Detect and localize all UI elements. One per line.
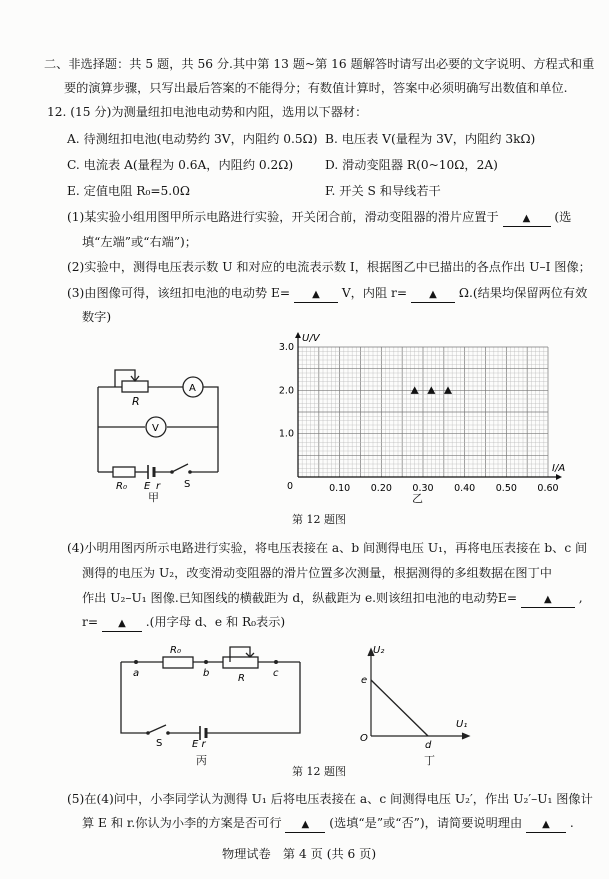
part4-lead: 作出 U₂–U₁ 图像.已知图线的横截距为 d，纵截距为 e.则该纽扣电池的电动势E= [82,591,518,605]
page-footer: 物理试卷 第 4 页 (共 6 页) [222,847,377,861]
label-E: E [144,481,151,492]
origin-label: 0 [286,481,294,492]
x-tick-label: 0.20 [370,483,392,494]
label-R0: R₀ [170,645,181,656]
figure-label-ding: 丁 [424,754,435,767]
x-tick-label: 0.50 [495,483,517,494]
label-R: R [238,673,245,684]
x-tick-label: 0.30 [412,483,434,494]
part4-line-4 [82,614,285,632]
part5-line-1: (5)在(4)问中，小李同学认为测得 U₁ 后将电压表接在 a、c 间测得电压 U₂′，作出 U₂′–U₁ 图像计 [67,792,593,806]
label-a: a [133,668,140,679]
figure-caption-2: 第 12 题图 [292,765,346,778]
part4-comma: , [578,591,583,605]
figure-label-jia: 甲 [148,491,159,504]
part4-line-2: 测得的电压为 U₂，改变滑动变阻器的滑片位置多次测量，根据测得的多组数据在图丁中 [82,566,552,580]
section-line-1: 二、非选择题：共 5 题，共 56 分.其中第 13 题~第 16 题解答时请写出必要的文字说明、方程式和重 [44,57,595,71]
x-axis-arrow [556,474,562,480]
u2-u1-chart [348,643,488,753]
label-c: c [273,668,279,679]
part2-text: (2)实验中，测得电压表示数 U 和对应的电流表示数 I，根据图乙中已描出的各点作出 U–I 图像； [67,260,591,274]
item-a: A. 待测纽扣电池(电动势约 3V，内阻约 0.5Ω) [67,132,318,146]
part1-text [67,209,571,227]
part3-text-2: 数字) [82,310,112,324]
label-V: V [152,423,159,434]
label-A: A [189,383,196,394]
answer-blank[interactable]: ▲ [521,593,575,608]
answer-blank[interactable]: ▲ [102,617,142,632]
axis-label-u2: U₂ [373,645,385,656]
circuit-bing [118,645,318,755]
label-r: r [156,481,161,492]
origin-O: O [360,733,368,744]
part1-lead: (1)某实验小组用图甲所示电路进行实验，开关闭合前，滑动变阻器的滑片应置于 [67,210,499,224]
part5-line-2 [82,815,574,833]
item-c: C. 电流表 A(量程为 0.6A，内阻约 0.2Ω) [67,158,294,172]
figure-label-yi: 乙 [412,492,423,505]
intercept-d: d [425,740,432,751]
item-e: E. 定值电阻 R₀=5.0Ω [67,184,191,198]
y-tick-label: 2.0 [278,385,294,397]
figure-caption-1: 第 12 题图 [292,513,346,526]
section-line-2: 要的演算步骤，只写出最后答案的不能得分；有数值计算时，答案中必须明确写出数值和单位. [64,81,568,95]
answer-blank[interactable]: ▲ [285,818,325,833]
part4-line-1: (4)小明用图丙所示电路进行实验，将电压表接在 a、b 间测得电压 U₁，再将电压表接在 b、c 间 [67,541,588,555]
answer-blank[interactable]: ▲ [411,288,455,303]
part4-r: r= [82,615,99,629]
part3-text [67,285,587,303]
part5-end: . [569,816,574,830]
x-tick-label: 0.10 [329,483,351,494]
y-axis-label: U/V [302,333,320,344]
part1-tail: (选 [554,210,572,224]
rheostat-symbol [223,657,258,668]
label-R: R [132,395,140,408]
item-d: D. 滑动变阻器 R(0~10Ω，2A) [325,158,498,172]
y-tick-label: 1.0 [278,428,294,440]
y-axis-arrow [295,332,301,338]
answer-blank[interactable]: ▲ [526,818,566,833]
ui-chart [268,322,568,502]
part5-lead: 算 E 和 r.你认为小李的方案是否可行 [82,816,282,830]
item-b: B. 电压表 V(量程为 3V，内阻约 3kΩ) [325,132,536,146]
part3-lead: (3)由图像可得，该纽扣电池的电动势 E= [67,286,291,300]
y-tick-label: 3.0 [278,342,294,353]
x-axis-label: I/A [552,463,566,474]
u2-u1-line [371,680,428,736]
q12-intro: 12. (15 分)为测量纽扣电池电动势和内阻，选用以下器材： [47,105,368,119]
part3-mid: V，内阻 r= [341,286,408,300]
figure-label-bing: 丙 [196,754,207,767]
x-tick-label: 0.60 [537,483,559,494]
part3-tail: Ω.(结果均保留两位有效 [458,286,588,300]
label-Er: E r [192,739,206,750]
label-S: S [156,738,163,749]
label-b: b [203,668,210,679]
answer-blank[interactable]: ▲ [503,212,551,227]
part4-line-3 [82,590,583,608]
answer-blank[interactable]: ▲ [294,288,338,303]
fixed-resistor-symbol [163,657,193,668]
item-f: F. 开关 S 和导线若干 [325,184,441,198]
axis-label-u1: U₁ [456,719,468,730]
intercept-e: e [361,675,368,686]
rheostat-symbol [122,381,148,392]
part4-tail: .(用字母 d、e 和 R₀表示) [145,615,286,629]
label-R0: R₀ [116,481,127,492]
fixed-resistor-symbol [113,467,135,477]
label-S: S [184,479,191,490]
part1-text-2: 填“左端”或“右端”)； [82,235,197,249]
x-tick-label: 0.40 [454,483,476,494]
part5-mid: (选填“是”或“否”)，请简要说明理由 [329,816,523,830]
